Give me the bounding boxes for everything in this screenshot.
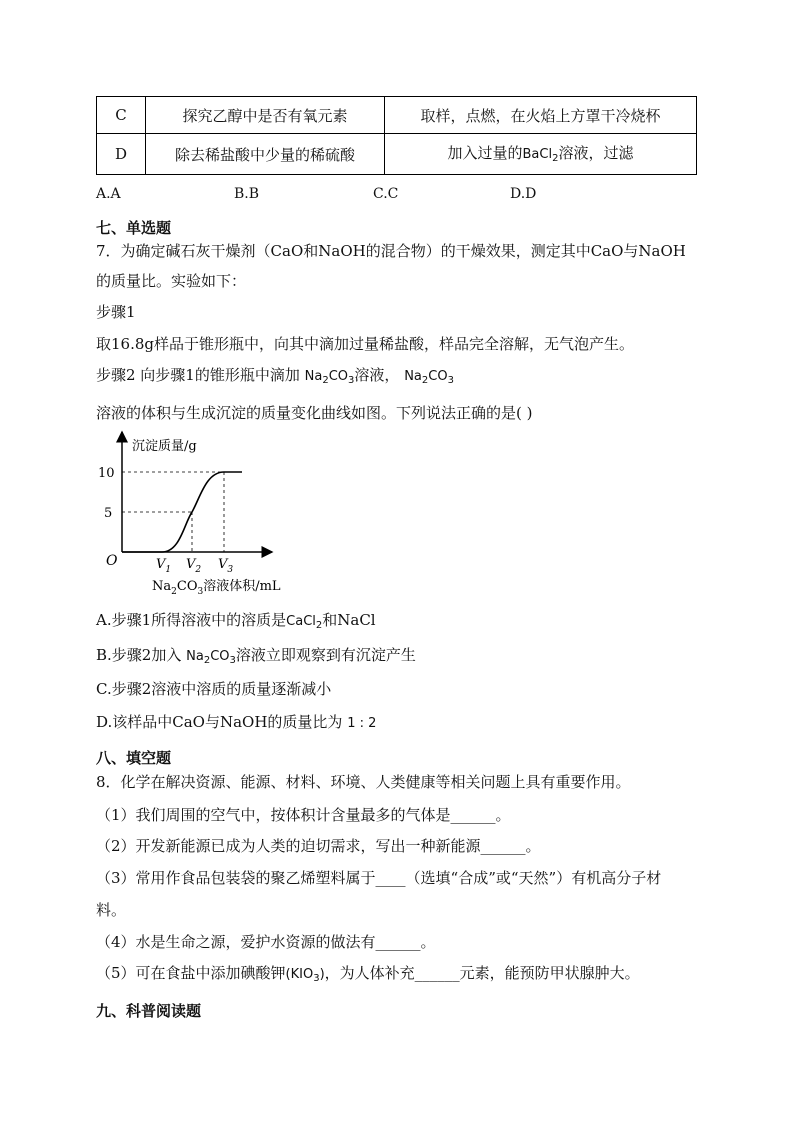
f-cacl: CaCl [286, 614, 316, 629]
q5-suffix: ，为人体补充______元素，能预防甲状腺肿大。 [324, 964, 640, 982]
row-method: 取样，点燃，在火焰上方罩干冷烧杯 [385, 97, 697, 134]
table-row [97, 97, 697, 134]
step2-after: 溶液， [354, 366, 400, 384]
f-sub3: 3 [229, 655, 236, 666]
section7-heading: 七、单选题 [96, 219, 172, 237]
section8-heading: 八、填空题 [96, 749, 172, 767]
x-tick-label: $V_3$ [218, 557, 234, 575]
f-sub3: 3 [313, 973, 320, 984]
f-close: ) [319, 967, 325, 982]
step2-line1 [96, 365, 454, 387]
q7-line2: 的质量比。实验如下： [96, 272, 247, 290]
f-co: CO [328, 369, 349, 384]
q7-option-c[interactable]: C.步骤2溶液中溶质的质量逐渐减小 [96, 680, 332, 698]
q8-3-line1: （3）常用作食品包装袋的聚乙烯塑料属于____（选填“合成”或“天然”）有机高分子材 [96, 869, 662, 887]
f-sub2: 2 [421, 375, 429, 386]
f-sub3: 3 [447, 375, 454, 386]
f-na: Na [404, 369, 422, 384]
row-letter: D [97, 134, 146, 175]
opt-a-suffix: 和NaCl [322, 611, 376, 629]
x-axis-label: $Na_2CO_3$溶液体积/mL [152, 579, 281, 597]
method-prefix: 加入过量的 [447, 143, 523, 162]
f-kio: (KIO [285, 967, 314, 982]
f-co: CO [428, 369, 448, 384]
f-sub2: 2 [315, 620, 323, 631]
step1-body: 取16.8g样品于锥形瓶中，向其中滴加过量稀盐酸，样品完全溶解，无气泡产生。 [96, 335, 635, 353]
precipitate-chart [96, 430, 296, 600]
choice-c[interactable]: C.C [373, 186, 399, 202]
row-method [385, 134, 697, 175]
step1-title: 步骤1 [96, 303, 136, 321]
formula-bacl2 [523, 147, 559, 162]
q7-option-d[interactable] [96, 712, 376, 734]
q8-1: （1）我们周围的空气中，按体积计含量最多的气体是______。 [96, 806, 511, 824]
choice-d[interactable]: D.D [510, 186, 537, 202]
formula-sub: 2 [552, 152, 559, 164]
q7-option-a[interactable] [96, 610, 376, 632]
q8-4: （4）水是生命之源，爱护水资源的做法有______。 [96, 933, 436, 951]
method-suffix: 溶液，过滤 [558, 143, 634, 162]
options-table [96, 96, 697, 175]
q8-5 [96, 963, 640, 985]
f-co: CO [210, 649, 230, 664]
table-row [97, 134, 697, 175]
x-tick-label: $V_1$ [156, 557, 172, 575]
opt-d-prefix: D.该样品中CaO与NaOH的质量比为 [96, 713, 343, 731]
row-letter: C [97, 97, 146, 134]
step2-prefix: 步骤2 向步骤1的锥形瓶中滴加 [96, 366, 300, 384]
y-tick-label: 10 [98, 466, 115, 481]
f-na: Na [186, 649, 204, 664]
formula-na2co3 [186, 649, 236, 664]
opt-a-prefix: A.步骤1所得溶液中的溶质是 [96, 611, 287, 629]
formula-main: BaCl [522, 146, 553, 162]
f-sub2: 2 [322, 375, 329, 386]
q8-3-line2: 料。 [96, 901, 127, 919]
formula-cacl2 [286, 614, 322, 629]
f-sub2: 2 [203, 655, 211, 666]
q8-intro: 8．化学在解决资源、能源、材料、环境、人类健康等相关问题上具有重要作用。 [96, 773, 631, 791]
step2-line2: 溶液的体积与生成沉淀的质量变化曲线如图。下列说法正确的是( ) [96, 404, 533, 422]
f-sub3: 3 [348, 375, 355, 386]
q7-line1: 7．为确定碱石灰干燥剂（CaO和NaOH的混合物）的干燥效果，测定其中CaO与NaOH [96, 242, 686, 260]
mass-ratio: 1 : 2 [347, 716, 377, 731]
opt-b-suffix: 溶液立即观察到有沉淀产生 [235, 646, 416, 664]
y-tick-label: 5 [104, 506, 113, 521]
f-na: Na [304, 369, 323, 384]
section9-heading: 九、科普阅读题 [96, 1002, 202, 1020]
formula-na2co3 [305, 369, 355, 384]
opt-b-prefix: B.步骤2加入 [96, 646, 182, 664]
y-axis-label: 沉淀质量/g [132, 439, 197, 454]
x-tick-label: $V_2$ [186, 557, 202, 575]
choice-b[interactable]: B.B [234, 186, 260, 202]
row-purpose: 探究乙醇中是否有氧元素 [146, 97, 385, 134]
q8-2: （2）开发新能源已成为人类的迫切需求，写出一种新能源______。 [96, 837, 541, 855]
choice-a[interactable]: A.A [96, 186, 121, 202]
origin-label: O [106, 553, 118, 569]
row-purpose: 除去稀盐酸中少量的稀硫酸 [146, 134, 385, 175]
q5-prefix: （5）可在食盐中添加碘酸钾 [96, 964, 286, 982]
q7-option-b[interactable] [96, 645, 416, 667]
formula-na2co3-2 [404, 369, 454, 384]
formula-kio3 [286, 967, 325, 982]
